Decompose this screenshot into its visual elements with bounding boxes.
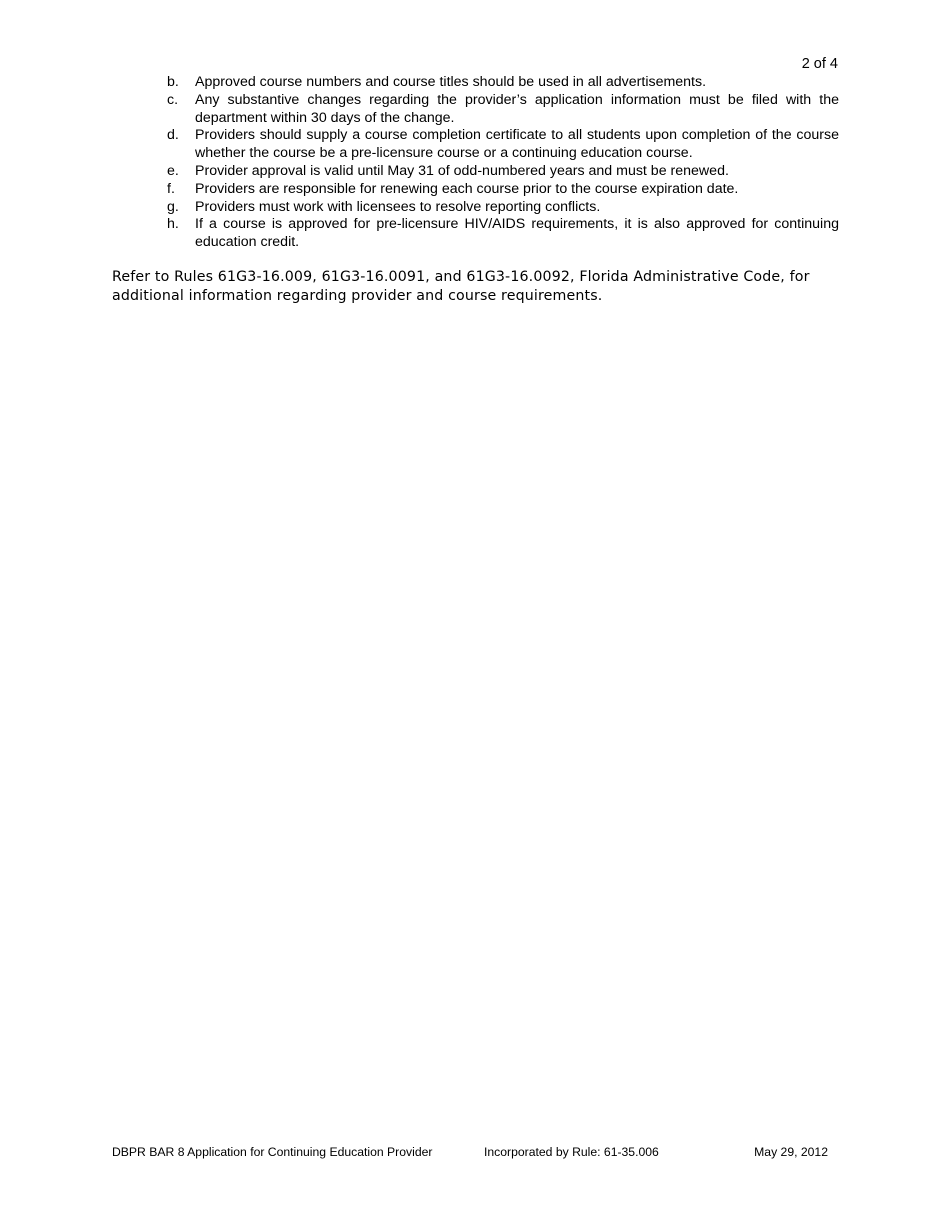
list-item-letter: f.: [167, 180, 175, 197]
list-item: [167, 216, 839, 252]
list-item: [167, 199, 839, 217]
page-footer: [112, 1145, 828, 1161]
list-item: [167, 127, 839, 163]
footer-date: May 29, 2012: [754, 1145, 828, 1159]
list-item-text: Providers must work with licensees to resolve reporting conflicts.: [195, 198, 601, 215]
requirements-list: [167, 74, 839, 252]
list-item: [167, 74, 839, 92]
footer-rule: Incorporated by Rule: 61-35.006: [484, 1145, 659, 1159]
list-item-text: Provider approval is valid until May 31 of odd-numbered years and must be renewed.: [195, 162, 729, 179]
list-item: [167, 163, 839, 181]
list-item-letter: b.: [167, 74, 179, 90]
list-item-letter: g.: [167, 198, 179, 215]
rules-reference-note: Refer to Rules 61G3-16.009, 61G3-16.0091, and 61G3-16.0092, Florida Administrative Code, for additional information regarding provider and course requirements.: [112, 269, 810, 304]
list-item-text: Providers are responsible for renewing each course prior to the course expiration date.: [195, 180, 739, 197]
footer-form-name: DBPR BAR 8 Application for Continuing Education Provider: [112, 1145, 433, 1159]
list-item-text: Providers should supply a course completion certificate to all students upon completion of the course whether the course be a pre-licensure course or a continuing education course.: [195, 127, 839, 162]
page-number: 2 of 4: [801, 56, 838, 72]
list-item: [167, 92, 839, 128]
list-item-letter: e.: [167, 162, 179, 179]
list-item-letter: d.: [167, 127, 179, 144]
list-item-letter: h.: [167, 216, 179, 233]
list-item-letter: c.: [167, 91, 179, 108]
list-item: [167, 181, 839, 199]
list-item-text: Any substantive changes regarding the provider’s application information must be filed with the department within 30 days of the change.: [195, 91, 839, 126]
list-item-text: If a course is approved for pre-licensure HIV/AIDS requirements, it is also approved for continuing education credit.: [195, 216, 839, 251]
list-item-text: Approved course numbers and course titles should be used in all advertisements.: [195, 74, 707, 90]
